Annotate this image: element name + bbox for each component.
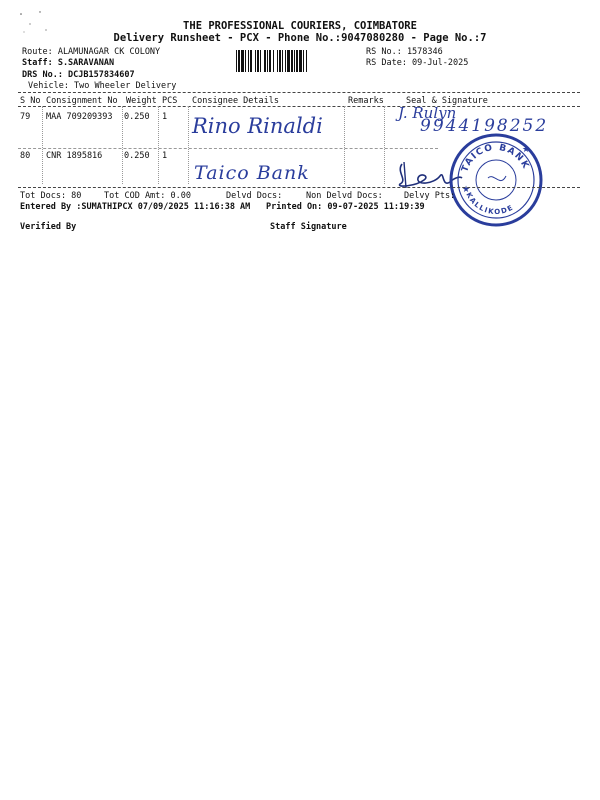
row-weight: 0.250 <box>124 151 150 161</box>
row-sno: 79 <box>20 112 31 122</box>
stamp-top-text: TAICO BANK <box>460 142 531 174</box>
stamp-bottom-text: KALLIKODE <box>464 191 516 217</box>
entered-by: Entered By :SUMATHIPCX 07/09/2025 11:16:38 AM <box>20 202 251 212</box>
vehicle-label: Vehicle: Two Wheeler Delivery <box>28 81 177 91</box>
barcode-bar <box>291 50 293 72</box>
barcode-bar <box>255 50 256 72</box>
col-divider <box>158 106 159 184</box>
col-divider <box>188 106 189 184</box>
non-delivered-docs: Non Delvd Docs: <box>306 191 383 201</box>
row-consignment: CNR 1895816 <box>46 151 103 161</box>
barcode-bar <box>250 50 252 72</box>
summary-rule <box>18 187 580 188</box>
col-header-remarks: Remarks <box>348 96 384 106</box>
total-docs: Tot Docs: 80 <box>20 191 82 201</box>
barcode-bar <box>238 50 240 72</box>
row-divider <box>18 148 438 149</box>
delivered-docs: Delvd Docs: <box>226 191 283 201</box>
company-stamp <box>448 132 544 228</box>
barcode-bar <box>285 50 286 72</box>
row-receiver-name-handwritten: J. Rulyn <box>398 104 457 122</box>
barcode-bar <box>260 50 261 72</box>
barcode-bar <box>306 50 307 72</box>
barcode <box>236 50 358 72</box>
barcode-bar <box>282 50 283 72</box>
barcode-bar <box>294 50 295 72</box>
barcode-bar <box>257 50 259 72</box>
barcode-bar <box>296 50 298 72</box>
star-icon: ★ <box>462 185 471 195</box>
barcode-bar <box>248 50 249 72</box>
page-subtitle: Delivery Runsheet - PCX - Phone No.:9047080280 - Page No.:7 <box>113 32 487 44</box>
barcode-bar <box>303 50 304 72</box>
col-header-consignment: Consignment No <box>46 96 118 106</box>
delivery-points: Delvy Pts: <box>404 191 456 201</box>
star-icon: ★ <box>522 145 531 155</box>
row-weight: 0.250 <box>124 112 150 122</box>
row-consignee-handwritten: Rino Rinaldi <box>192 114 323 138</box>
drs-label: DRS No.: DCJB157834607 <box>22 70 135 80</box>
barcode-bar <box>269 50 271 72</box>
barcode-bar <box>236 50 237 72</box>
barcode-bar <box>277 50 278 72</box>
col-header-weight: Weight <box>126 96 157 106</box>
barcode-bar <box>299 50 302 72</box>
col-divider <box>42 106 43 184</box>
svg-text:KALLIKODE <box>464 191 515 216</box>
rs-number: RS No.: 1578346 <box>366 47 443 57</box>
barcode-bar <box>273 50 274 72</box>
svg-text:TAICO BANK <box>460 143 531 174</box>
route-label: Route: ALAMUNAGAR CK COLONY <box>22 47 161 57</box>
col-header-consignee: Consignee Details <box>192 96 279 106</box>
col-header-sno: S No <box>20 96 41 106</box>
page-title: THE PROFESSIONAL COURIERS, COIMBATORE <box>183 20 417 32</box>
barcode-bar <box>264 50 266 72</box>
row-sno: 80 <box>20 151 31 161</box>
col-divider <box>344 106 345 184</box>
row-consignment: MAA 709209393 <box>46 112 113 122</box>
total-cod-amount: Tot COD Amt: 0.00 <box>104 191 191 201</box>
row-receiver-phone-handwritten: 9944198252 <box>420 116 549 136</box>
rs-date: RS Date: 09-Jul-2025 <box>366 58 469 68</box>
table-top-rule <box>18 92 580 93</box>
row-consignee-handwritten: Taico Bank <box>194 162 310 184</box>
barcode-bar <box>267 50 268 72</box>
staff-signature-label: Staff Signature <box>270 222 347 232</box>
row-pcs: 1 <box>162 151 168 161</box>
row-pcs: 1 <box>162 112 168 122</box>
table-header-rule <box>18 106 580 107</box>
barcode-bar <box>279 50 281 72</box>
col-header-pcs: PCS <box>162 96 178 106</box>
printed-on: Printed On: 09-07-2025 11:19:39 <box>266 202 425 212</box>
staff-label: Staff: S.SARAVANAN <box>22 58 115 68</box>
col-divider <box>122 106 123 184</box>
col-header-seal: Seal & Signature <box>406 96 488 106</box>
barcode-bar <box>241 50 244 72</box>
verified-by-label: Verified By <box>20 222 77 232</box>
barcode-bar <box>287 50 290 72</box>
barcode-bar <box>245 50 246 72</box>
col-divider <box>384 106 385 184</box>
